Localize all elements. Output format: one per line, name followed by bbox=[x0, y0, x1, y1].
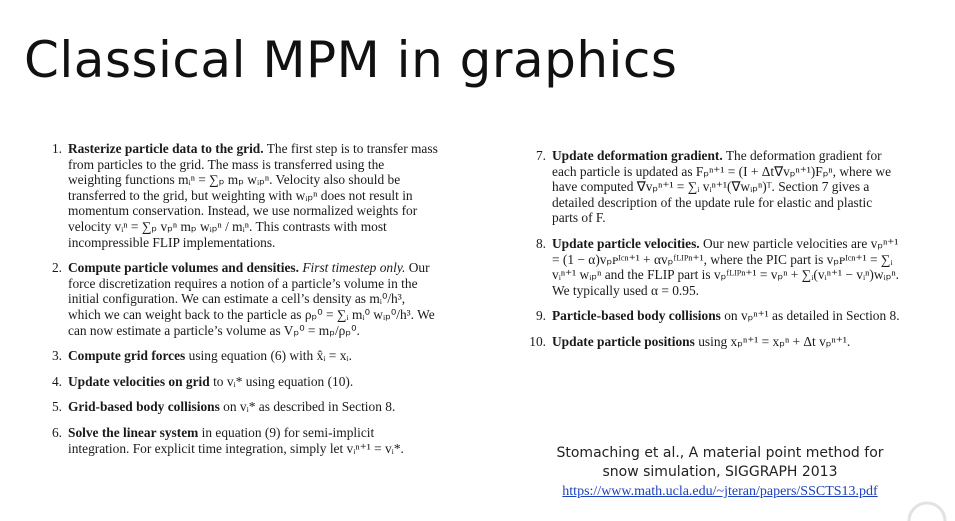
step-1 bbox=[38, 141, 438, 250]
step-number: 5. bbox=[51, 399, 62, 415]
step-10 bbox=[522, 334, 900, 350]
step-body bbox=[68, 399, 438, 415]
step-body bbox=[68, 374, 438, 390]
step-body bbox=[552, 334, 900, 350]
step-number: 9. bbox=[535, 308, 546, 324]
step-heading: Update particle velocities. bbox=[552, 235, 700, 251]
algorithm-steps-left bbox=[38, 141, 438, 466]
step-body bbox=[552, 236, 900, 298]
step-3 bbox=[38, 348, 438, 364]
step-number: 2. bbox=[51, 260, 62, 276]
step-number: 4. bbox=[51, 373, 62, 389]
step-heading: Rasterize particle data to the grid. bbox=[68, 141, 264, 156]
step-body bbox=[552, 148, 900, 226]
step-body bbox=[68, 141, 438, 250]
step-body bbox=[68, 260, 438, 338]
step-text: The first step is to transfer mass from particles to the grid. The mass is transferred using the weighting functions mᵢⁿ = ∑ₚ mₚ wᵢₚⁿ. Velocity also should be transferred to the grid, but weighting with wᵢₚⁿ does not result in momentum conservation. Instead, we use normalized weights for velocity vᵢⁿ = ∑ₚ vₚⁿ mₚ wᵢₚⁿ / mᵢⁿ. This contrasts with most incompressible FLIP implementations. bbox=[68, 141, 438, 250]
step-text: to vᵢ* using equation (10). bbox=[209, 373, 354, 389]
step-note: First timestep only. bbox=[299, 260, 406, 276]
step-heading: Update deformation gradient. bbox=[552, 148, 723, 163]
step-text: The deformation gradient for each particle is updated as Fₚⁿ⁺¹ = (I + Δt∇vₚⁿ⁺¹)Fₚⁿ, where we have computed ∇vₚⁿ⁺¹ = ∑ᵢ vᵢⁿ⁺¹(∇wᵢₚⁿ)ᵀ. Section 7 gives a detailed description of the update rule for elastic and plastic parts of F. bbox=[552, 148, 892, 226]
step-4 bbox=[38, 374, 438, 390]
step-text: on vₚⁿ⁺¹ as detailed in Section 8. bbox=[720, 308, 900, 324]
step-heading: Solve the linear system bbox=[68, 424, 199, 440]
step-heading: Compute grid forces bbox=[68, 348, 186, 364]
step-number: 10. bbox=[529, 333, 546, 349]
step-text: using equation (6) with x̂ᵢ = xᵢ. bbox=[185, 348, 352, 364]
step-body bbox=[552, 308, 900, 324]
paper-link[interactable]: https://www.math.ucla.edu/~jteran/papers/SSCTS13.pdf bbox=[562, 484, 878, 499]
step-5 bbox=[38, 399, 438, 415]
step-text: using xₚⁿ⁺¹ = xₚⁿ + Δt vₚⁿ⁺¹. bbox=[694, 333, 851, 349]
step-number: 8. bbox=[535, 235, 546, 251]
algorithm-steps-right bbox=[522, 148, 900, 360]
step-body bbox=[68, 348, 438, 364]
step-number: 6. bbox=[51, 424, 62, 440]
step-8 bbox=[522, 236, 900, 298]
step-text: on vᵢ* as described in Section 8. bbox=[219, 399, 396, 415]
step-heading: Update particle positions bbox=[552, 333, 695, 349]
citation-line-1: Stomaching et al., A material point method for bbox=[556, 445, 884, 461]
step-6 bbox=[38, 425, 438, 456]
step-2 bbox=[38, 260, 438, 338]
step-number: 3. bbox=[51, 348, 62, 364]
step-text: in equation (9) for semi-implicit integration. For explicit time integration, simply let vᵢⁿ⁺¹ = vᵢ*. bbox=[68, 424, 404, 456]
step-7 bbox=[522, 148, 900, 226]
slide-title: Classical MPM in graphics bbox=[24, 31, 678, 89]
step-heading: Grid-based body collisions bbox=[68, 399, 220, 415]
step-heading: Update velocities on grid bbox=[68, 373, 210, 389]
step-number: 7. bbox=[535, 148, 546, 163]
step-number: 1. bbox=[51, 141, 62, 156]
step-heading: Particle-based body collisions bbox=[552, 308, 721, 324]
citation bbox=[520, 444, 920, 501]
step-text: Our new particle velocities are vₚⁿ⁺¹ = (1 − α)vₚᴘᴵᶜⁿ⁺¹ + αvₚᶠᴸᴵᴾⁿ⁺¹, where the PIC part is vₚᴘᴵᶜⁿ⁺¹ = ∑ᵢ vᵢⁿ⁺¹ wᵢₚⁿ and the FLIP part is vₚᶠᴸᴵᴾⁿ⁺¹ = vₚⁿ + ∑ᵢ(vᵢⁿ⁺¹ − vᵢⁿ)wᵢₚⁿ. We typically used α = 0.95. bbox=[552, 235, 900, 298]
corner-watermark-icon bbox=[905, 495, 949, 521]
step-text: Our force discretization requires a notion of a particle’s volume in the initial configuration. We can estimate a cell’s density as mᵢ⁰/h³, which we can weight back to the particle as ρₚ⁰ = ∑ᵢ mᵢ⁰ wᵢₚ⁰/h³. We can now estimate a particle’s volume as Vₚ⁰ = mₚ/ρₚ⁰. bbox=[68, 260, 435, 338]
step-9 bbox=[522, 308, 900, 324]
step-heading: Compute particle volumes and densities. bbox=[68, 260, 299, 276]
citation-line-2: snow simulation, SIGGRAPH 2013 bbox=[602, 464, 838, 480]
step-body bbox=[68, 425, 438, 456]
